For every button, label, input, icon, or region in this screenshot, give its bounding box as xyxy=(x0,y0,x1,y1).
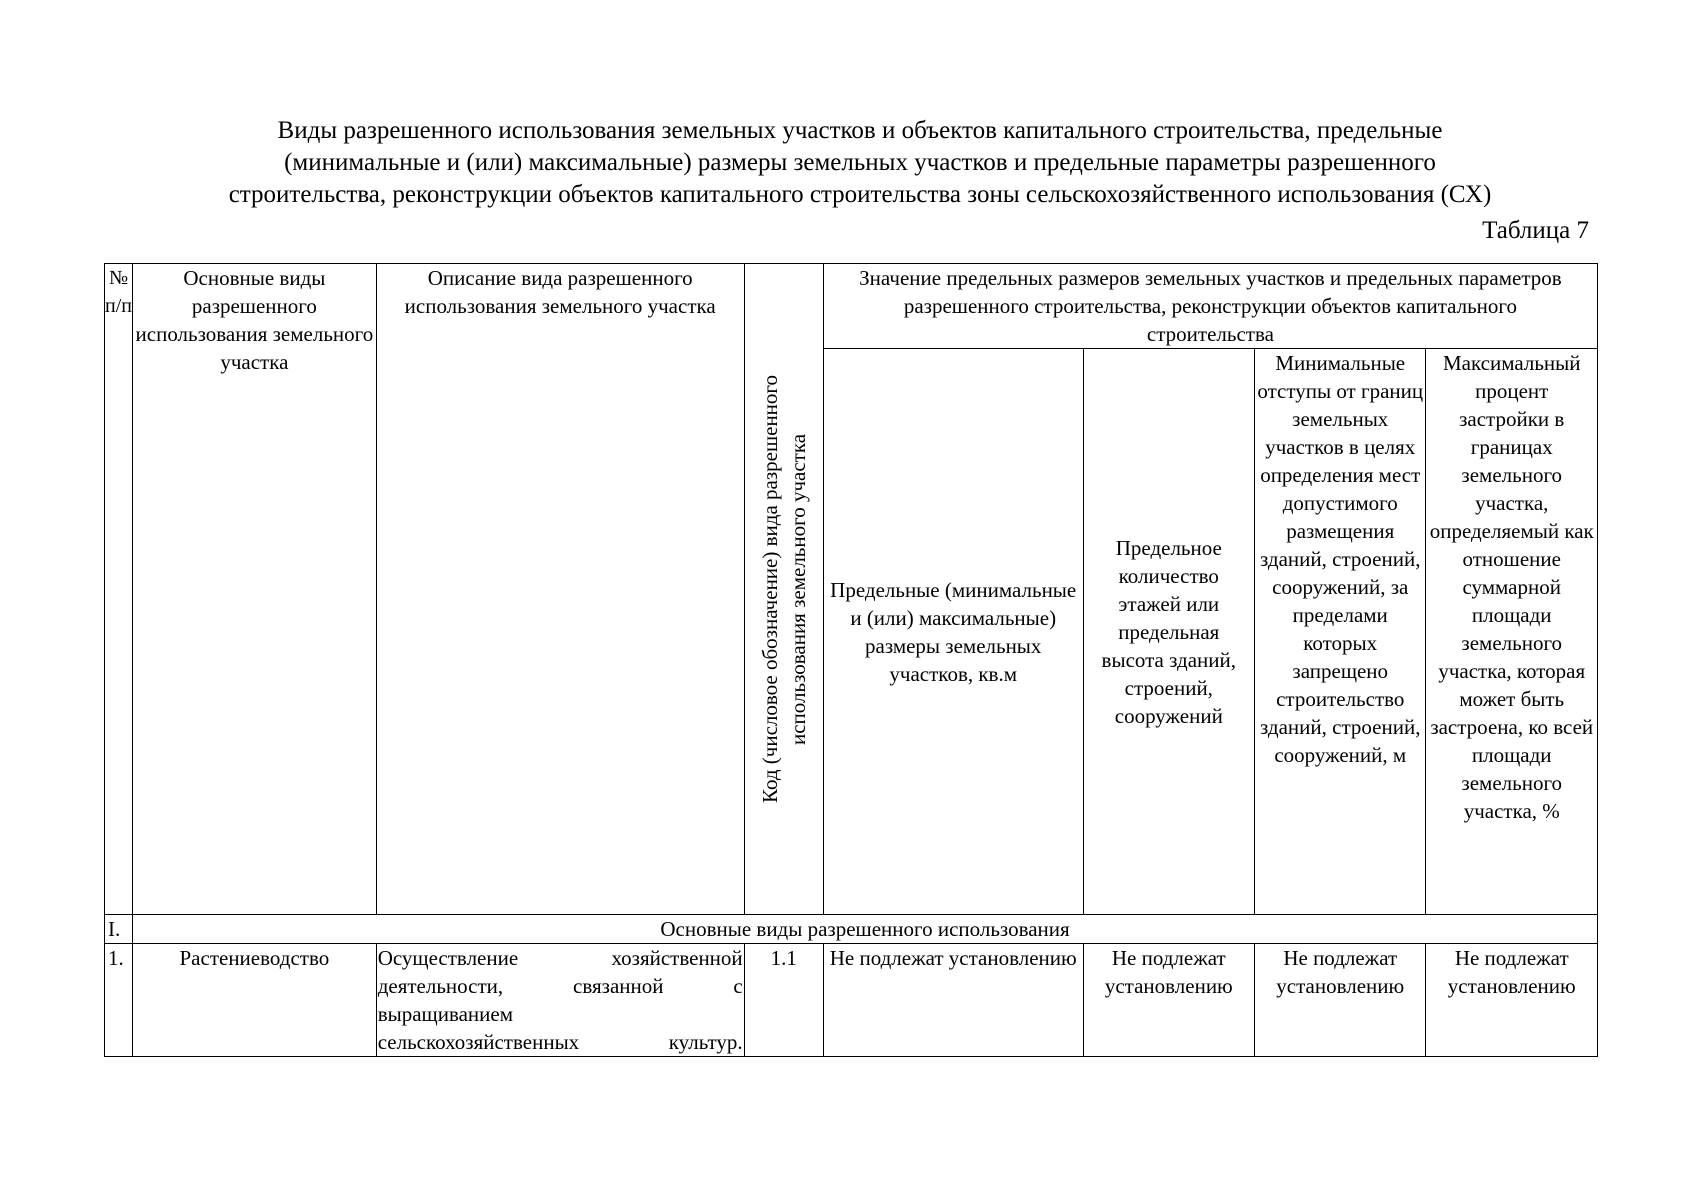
description-line: деятельности, связанной с xyxy=(377,974,743,998)
row-coverage: Не подлежат установлению xyxy=(1426,944,1598,1057)
row-description xyxy=(376,944,744,1057)
description-line: сельскохозяйственных культур. xyxy=(377,1030,743,1054)
header-code-cell xyxy=(744,264,823,915)
header-row-1 xyxy=(105,264,1598,349)
title-line-2: (минимальные и (или) максимальные) размеры земельных участков и предельные параметры разрешенного xyxy=(284,149,1436,176)
section-row xyxy=(105,915,1598,944)
header-setback: Минимальные отступы от границ земельных участков в целях определения мест допустимого размещения зданий, строений, сооружений, за пределами которых запрещено строительство зданий, строений, сооружений, м xyxy=(1255,349,1426,915)
row-code: 1.1 xyxy=(744,944,823,1057)
header-coverage: Максимальный процент застройки в границах земельного участка, определяемый как отношение суммарной площади земельного участка, которая может быть застроена, ко всей площади земельного участка, % xyxy=(1426,349,1598,915)
header-num: № п/п xyxy=(105,264,133,915)
header-main-types: Основные виды разрешенного использования земельного участка xyxy=(133,264,377,915)
row-setback: Не подлежат установлению xyxy=(1255,944,1426,1057)
zoning-table xyxy=(104,263,1598,1057)
header-size: Предельные (минимальные и (или) максимальные) размеры земельных участков, кв.м xyxy=(823,349,1083,915)
row-num: 1. xyxy=(105,944,133,1057)
section-label: Основные виды разрешенного использования xyxy=(133,915,1598,944)
header-description: Описание вида разрешенного использования земельного участка xyxy=(376,264,744,915)
table-row xyxy=(105,944,1598,1057)
row-size: Не подлежат установлению xyxy=(823,944,1083,1057)
title-line-1: Виды разрешенного использования земельных участков и объектов капитального строительства, предельные xyxy=(277,117,1443,144)
description-line: выращиванием xyxy=(377,1002,514,1026)
description-line: Осуществление хозяйственной xyxy=(377,946,743,970)
table-number: Таблица 7 xyxy=(1482,217,1589,244)
title-line-3: строительства, реконструкции объектов капитального строительства зоны сельскохозяйственного использования (СХ) xyxy=(228,181,1492,208)
document-title xyxy=(110,115,1610,211)
row-name: Растениеводство xyxy=(133,944,377,1057)
section-num: I. xyxy=(105,915,133,944)
header-floors: Предельное количество этажей или предельная высота зданий, строений, сооружений xyxy=(1083,349,1254,915)
row-floors: Не подлежат установлению xyxy=(1083,944,1254,1057)
header-values-group: Значение предельных размеров земельных участков и предельных параметров разрешенного строительства, реконструкции объектов капитального строительства xyxy=(823,264,1597,349)
header-code: Код (числовое обозначение) вида разрешенного использования земельного участка xyxy=(757,375,810,804)
